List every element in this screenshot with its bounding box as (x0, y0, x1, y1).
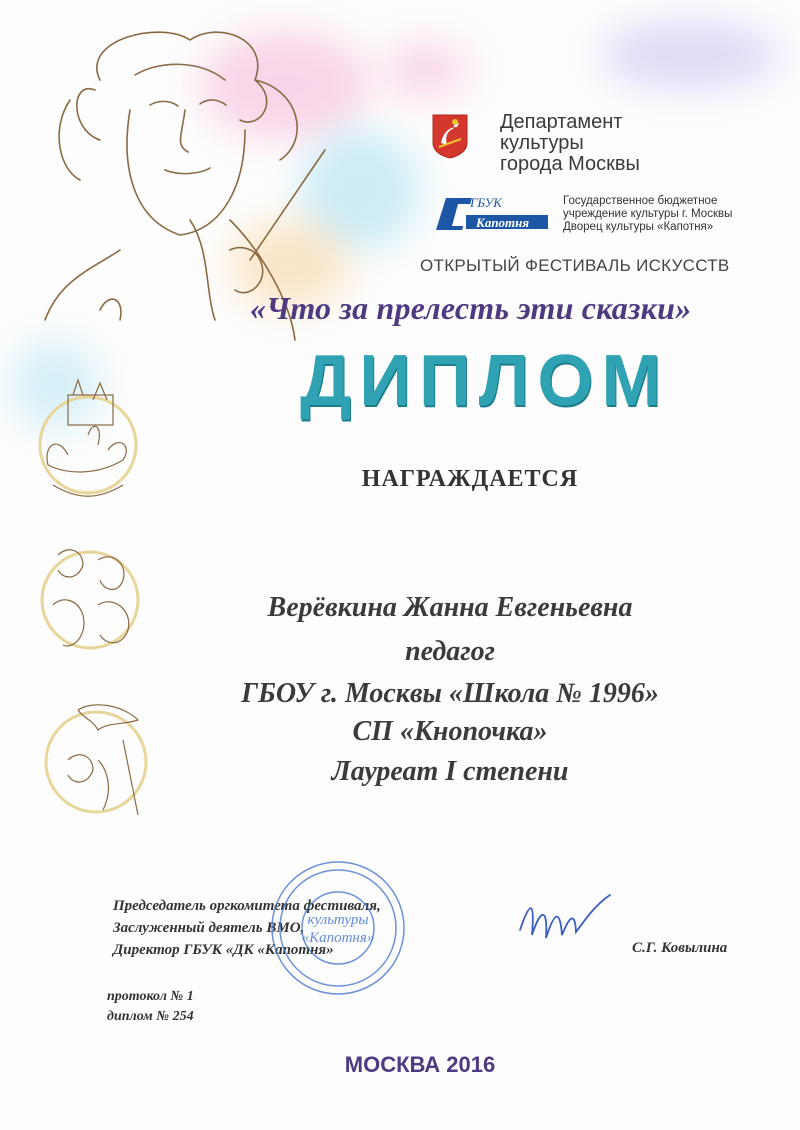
watercolor-splash (600, 20, 780, 90)
signatory-line: Заслуженный деятель ВМО, (113, 920, 305, 936)
signatory-line: Директор ГБУК «ДК «Капотня» (113, 942, 334, 958)
dk-kapotnya-logo (432, 194, 550, 234)
festival-title: ОТКРЫТЫЙ ФЕСТИВАЛЬ ИСКУССТВ (420, 256, 730, 275)
stamp-center-top: культуры (307, 912, 369, 928)
protocol-info (107, 987, 194, 1027)
fairy-tale-characters-vignette (38, 535, 143, 665)
dk-logo-bottom-text: Капотня (476, 215, 530, 230)
castle-swan-vignette (38, 375, 138, 510)
recipient-award: Лауреат I степени (331, 756, 569, 787)
department-name (500, 112, 640, 175)
recipient-organization: ГБОУ г. Москвы «Школа № 1996» (241, 678, 659, 709)
stamp-center-bottom: «Капотня» (301, 930, 375, 946)
recipient-division: СП «Кнопочка» (352, 716, 548, 747)
gbuk-line: учреждение культуры г. Москвы (563, 208, 733, 220)
moscow-coat-of-arms-icon (431, 113, 469, 159)
awarded-heading: НАГРАЖДАЕТСЯ (361, 466, 579, 492)
watercolor-splash (380, 40, 470, 100)
signatory-line: Председатель оргкомитета фестиваля, (113, 898, 381, 914)
dk-logo-top-text: ГБУК (470, 195, 502, 210)
gbuk-line: Государственное бюджетное (563, 195, 718, 207)
signatory-name: С.Г. Ковылина (632, 940, 728, 956)
city-year: МОСКВА 2016 (344, 1052, 496, 1077)
festival-name: «Что за прелесть эти сказки» (250, 290, 692, 326)
department-line: города Москвы (500, 153, 640, 175)
gbuk-description (563, 195, 732, 234)
department-line: Департамент (500, 111, 623, 133)
diploma-number: диплом № 254 (107, 1009, 194, 1024)
protocol-number: протокол № 1 (107, 989, 194, 1004)
recipient-position: педагог (405, 636, 495, 667)
handwritten-signature (510, 890, 620, 960)
recipient-name: Верёвкина Жанна Евгеньевна (267, 592, 633, 623)
diploma-title: ДИПЛОМ (300, 341, 670, 421)
gbuk-line: Дворец культуры «Капотня» (563, 221, 714, 233)
department-line: культуры (500, 132, 584, 154)
official-stamp (268, 858, 408, 998)
bird-rider-vignette (38, 700, 153, 825)
